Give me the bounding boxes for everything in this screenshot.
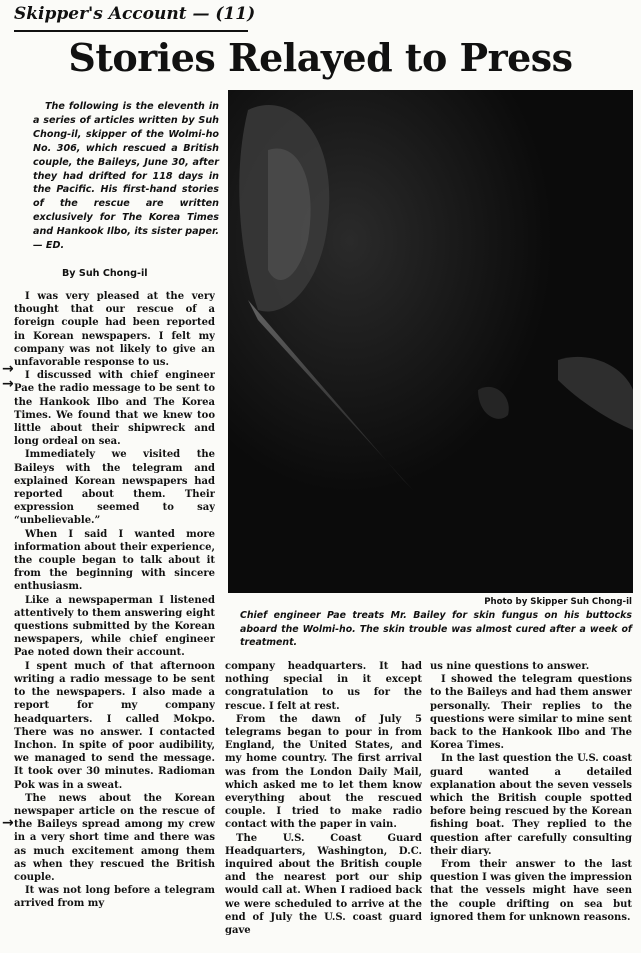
margin-arrow-mark: → [2,361,14,377]
paragraph: It was not long before a telegram arrived from my [14,885,215,910]
news-photo [228,90,633,593]
paragraph: us nine questions to answer. [430,661,590,672]
article-column-3 [430,660,632,945]
paragraph: Immediately we visited the Baileys with the telegram and explained Korean newspapers had reported about them. Their expression seemed to say “unbelievable.” [14,449,215,527]
series-kicker: Skipper's Account — (11) [14,3,248,32]
editor-intro: The following is the eleventh in a series of articles written by Suh Chong-il, skipper of the Wolmi-ho No. 306, which rescued a British couple, the Baileys, June 30, after they had drifted for 118 days in the Pacific. His first-hand stories of the rescue are written exclusively for The Korea Times and Hankook Ilbo, its sister paper. — ED. [33,101,219,252]
article-column-1 [14,290,215,945]
paragraph: In the last question the U.S. coast guard wanted a detailed explanation about the seven vessels which the British couple spotted before being rescued by the Korean fishing boat. They replied to the question after carefully consulting their diary. [430,753,632,857]
paragraph: From their answer to the last question I was given the impression that the vessels might have seen the couple drifting on sea but ignored them for unknown reasons. [430,859,632,923]
margin-arrow-mark: → [2,376,14,392]
headline: Stories Relayed to Press [68,35,573,80]
paragraph: From the dawn of July 5 telegrams began to pour in from England, the United States, and my home country. The first arrival was from the London Daily Mail, which asked me to let them know everything about the rescued couple. I tried to make radio contact with the paper in vain. [225,713,422,831]
article-column-2 [225,660,422,945]
paragraph: When I said I wanted more information about their experience, the couple began to talk about it from the beginning with sincere enthusiasm. [14,528,215,593]
paragraph: Like a newspaperman I listened attentively to them answering eight questions submitted by the Korean newspapers, while chief engineer Pae noted down their account. [14,594,215,659]
margin-arrow-mark: → [2,815,14,831]
paragraph: I showed the telegram questions to the Baileys and had them answer personally. Their replies to the questions were similar to mine sent back to the Hankook Ilbo and The Korea Times. [430,674,632,752]
photo-caption: Chief engineer Pae treats Mr. Bailey for skin fungus on his buttocks aboard the Wolmi-ho. The skin trouble was almost cured after a week of treatment. [240,610,632,648]
paragraph: I spent much of that afternoon writing a radio message to be sent to the newspapers. I also made a report for my company headquarters. I called Mokpo. There was no answer. I contacted Inchon. In spite of poor audibility, we managed to send the message. It took over 30 minutes. Radioman Pok was in a sweat. [14,660,215,791]
byline: By Suh Chong-il [62,268,148,279]
paragraph: company headquarters. It had nothing special in it except congratulation to us for the rescue. I felt at rest. [225,661,422,712]
paragraph: The news about the Korean newspaper article on the rescue of the Baileys spread among my crew in a very short time and there was as much excitement among them as when they rescued the British couple. [14,792,215,883]
paragraph: I discussed with chief engineer Pae the radio message to be sent to the Hankook Ilbo and The Korea Times. We found that we knew too little about their shipwreck and long ordeal on sea. [14,370,215,448]
photo-image [228,90,633,593]
photo-credit: Photo by Skipper Suh Chong-il [484,597,632,607]
paragraph: The U.S. Coast Guard Headquarters, Washington, D.C. inquired about the British couple and the nearest port our ship would call at. When I radioed back we were scheduled to arrive at the end of July the U.S. coast guard gave [225,832,422,937]
paragraph: I was very pleased at the very thought that our rescue of a foreign couple had been reported in Korean newspapers. I felt my company was not likely to give an unfavorable response to us. [14,291,215,369]
